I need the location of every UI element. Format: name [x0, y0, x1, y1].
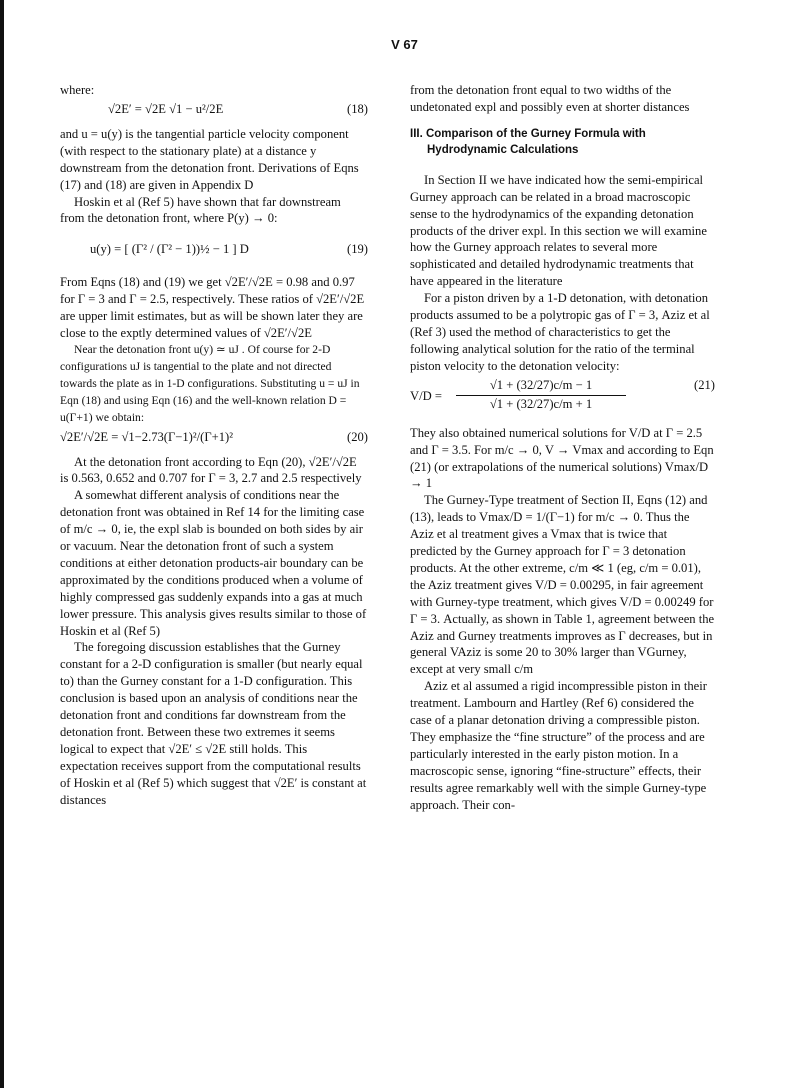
paragraph: Hoskin et al (Ref 5) have shown that far downstream from the detonation front, where P(y) → 0: — [60, 194, 341, 226]
scan-edge — [0, 0, 4, 1088]
paragraph: from the detonation front equal to two widths of the undetonated expl and possibly even at shorter distances — [410, 83, 690, 114]
equation-18-number: (18) — [347, 101, 368, 116]
paragraph: Near the detonation front u(y) ≃ uJ . Of course for 2-D configurations uJ is tangential to the plate and not directed towards the plate as in 1-D configurations. Substituting u = uJ in Eqn (18) and using Eqn (16) and the well-known relation D = u(Γ+1) we obtain: — [60, 342, 360, 424]
page-number: V 67 — [391, 37, 418, 52]
equation-21-numerator: √1 + (32/27)c/m − 1 — [456, 377, 626, 396]
equation-21-fraction — [456, 377, 626, 413]
equation-21-lhs: V/D = — [410, 388, 442, 403]
right-column — [410, 82, 715, 814]
paragraph: The Gurney-Type treatment of Section II, Eqns (12) and (13), leads to Vmax/D = 1/(Γ−1) for m/c → 0. Thus the Aziz et al treatment gives a Vmax that is twice that predicted by the Gurney approach for Γ = 3 detonation products. At the other extreme, c/m ≪ 1 (eg, c/m = 0.01), the Aziz treatment gives V/D = 0.00295, in fair agreement with Gurney-type treatment, which gives V/D = 0.00249 for Γ = 3. Actually, as shown in Table 1, agreement between the Aziz and Gurney treatments improves as Γ decreases, but in general VAziz is some 20 to 30% larger than VGurney, except at very small c/m — [410, 493, 715, 677]
paragraph: and u = u(y) is the tangential particle velocity component (with respect to the stationary plate) at a distance y downstream from the detonation front. Derivations of Eqns (17) and (18) are given in Appendix D — [60, 126, 359, 192]
equation-21-number: (21) — [694, 377, 715, 392]
equation-18-body: √2E′ = √2E √1 − u²/2E — [108, 101, 224, 116]
section-heading: III. Comparison of the Gurney Formula with Hydrodynamic Calculations — [410, 127, 646, 156]
paragraph: At the detonation front according to Eqn (20), √2E′/√2E is 0.563, 0.652 and 0.707 for Γ = 3, 2.7 and 2.5 respectively — [60, 454, 362, 486]
equation-19-body: u(y) = [ (Γ² / (Γ² − 1))½ − 1 ] D — [90, 242, 249, 257]
equation-21-denominator: √1 + (32/27)c/m + 1 — [489, 396, 593, 411]
equation-20-number: (20) — [347, 429, 368, 444]
equation-18 — [60, 101, 368, 123]
equation-20-body: √2E′/√2E = √1−2.73(Γ−1)²/(Γ+1)² — [60, 429, 233, 444]
paragraph: In Section II we have indicated how the semi-empirical Gurney approach can be related in a broad macroscopic sense to the hydrodynamics of the expanding detonation products of the driver expl. In this section we will examine how the Gurney approach relates to several more sophisticated and detailed hydrodynamic treatments that have appeared in the literature — [410, 172, 707, 289]
paragraph: From Eqns (18) and (19) we get √2E′/√2E = 0.98 and 0.97 for Γ = 3 and Γ = 2.5, respectively. These ratios of √2E′/√2E are upper limit estimates, but as will be shown later they are close to the exptly determined values of √2E′/√2E — [60, 275, 365, 341]
equation-19 — [60, 229, 368, 271]
paragraph: A somewhat different analysis of conditions near the detonation front was obtained in Ref 14 for the limiting case of m/c → 0, ie, the expl slab is bounded on both sides by air or vacuum. Near the detonation front of such a system conditions at either detonation products-air boundary can be approximated by the conditions produced when a volume of highly compressed gas suddenly expands into a gas at much lower pressure. This analysis gives results similar to those of Hoskin et al (Ref 5) — [60, 488, 367, 638]
paragraph: The foregoing discussion establishes that the Gurney constant for a 2-D configuration is smaller (but nearly equal to) than the Gurney constant for a 1-D configuration. This conclusion is based upon an analysis of conditions near the detonation front and conditions far downstream from the detonation front. Between these two extremes it seems logical to expect that √2E′ ≤ √2E still holds. This expectation receives support from the computational results of Hoskin et al (Ref 5) which suggest that √2E′ is constant at distances — [60, 640, 367, 807]
equation-20 — [60, 429, 368, 451]
intro-text: where: — [60, 83, 95, 97]
equation-19-number: (19) — [347, 242, 368, 257]
left-column — [60, 82, 368, 809]
paragraph: They also obtained numerical solutions for V/D at Γ = 2.5 and Γ = 3.5. For m/c → 0, V → Vmax and according to Eqn (21) (or extrapolations of the numerical solutions) Vmax/D → 1 — [410, 425, 714, 491]
equation-21 — [410, 377, 715, 419]
paragraph: Aziz et al assumed a rigid incompressible piston in their treatment. Lambourn and Hartley (Ref 6) considered the case of a planar detonation driving a compressible piston. They emphasize the “fine structure” of the process and are particularly interested in the early piston motion. In a macroscopic sense, ignoring “fine-structure” effects, their results agree remarkably well with the simple Gurney-type approach. Their con- — [410, 679, 707, 812]
paragraph: For a piston driven by a 1-D detonation, with detonation products assumed to be a polytropic gas of Γ = 3, Aziz et al (Ref 3) used the method of characteristics to get the following analytical solution for the ratio of the terminal piston velocity to the detonation velocity: — [410, 291, 710, 373]
